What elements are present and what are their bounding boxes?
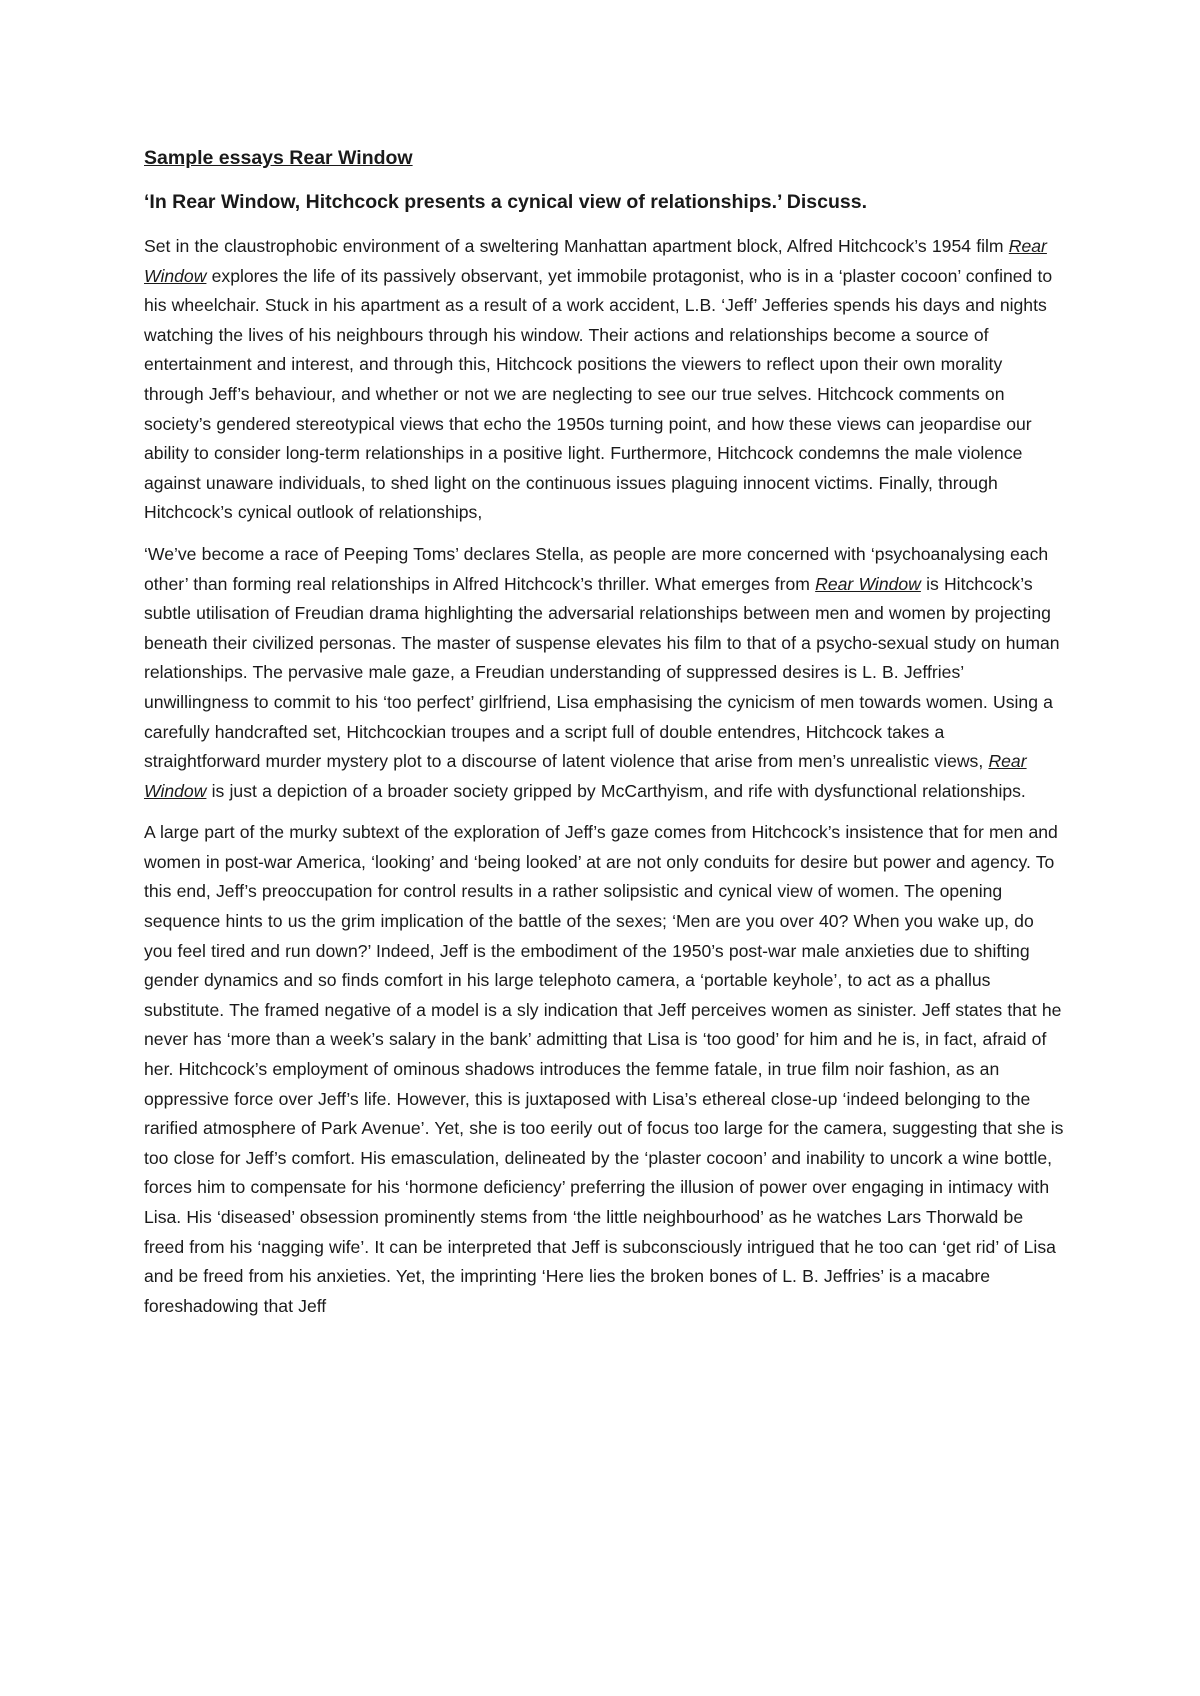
film-title-italic: Rear Window xyxy=(144,751,1027,801)
paragraph-second xyxy=(144,540,1064,806)
film-title-italic: Rear Window xyxy=(144,236,1047,286)
document-body xyxy=(144,144,1064,1333)
paragraph-text: ‘We’ve become a race of Peeping Toms’ declares Stella, as people are more concerned with ‘psychoanalysing each other’ than forming real relationships in Alfred Hitchcock’s thriller. What emerges from xyxy=(144,543,1049,594)
essay-prompt: ‘In Rear Window, Hitchcock presents a cynical view of relationships.’ Discuss. xyxy=(144,191,867,213)
paragraph-third xyxy=(144,818,1064,1321)
paragraph-text: explores the life of its passively observant, yet immobile protagonist, who is in a ‘plaster cocoon’ confined to his wheelchair. Stuck in his apartment as a result of a work accident, L.B. ‘Jeff’ Jefferies spends his days and nights watching the lives of his neighbours through his window. Their actions and relationships become a source of entertainment and interest, and through this, Hitchcock positions the viewers to reflect upon their own morality through Jeff’s behaviour, and whether or not we are neglecting to see our true selves. Hitchcock comments on society’s gendered stereotypical views that echo the 1950s turning point, and how these views can jeopardise our ability to consider long-term relationships in a positive light. Furthermore, Hitchcock condemns the male violence against unaware individuals, to shed light on the continuous issues plaguing innocent victims. Finally, through Hitchcock’s cynical outlook of relationships, xyxy=(144,265,1053,523)
paragraph-text: Set in the claustrophobic environment of a sweltering Manhattan apartment block, Alfred Hitchcock’s 1954 film xyxy=(144,236,1009,256)
film-title-italic: Rear Window xyxy=(815,573,921,594)
paragraph-text: is just a depiction of a broader society gripped by McCarthyism, and rife with dysfunctional relationships. xyxy=(206,780,1026,801)
paragraph-text: is Hitchcock’s subtle utilisation of Freudian drama highlighting the adversarial relationships between men and women by projecting beneath their civilized personas. The master of suspense elevates his film to that of a psycho-sexual study on human relationships. The pervasive male gaze, a Freudian understanding of suppressed desires is L. B. Jeffries’ unwillingness to commit to his ‘too perfect’ girlfriend, Lisa emphasising the cynicism of men towards women. Using a carefully handcrafted set, Hitchcockian troupes and a script full of double entendres, Hitchcock takes a straightforward murder mystery plot to a discourse of latent violence that arise from men’s unrealistic views, xyxy=(144,573,1060,772)
paragraph-intro xyxy=(144,232,1064,528)
paragraph-text: A large part of the murky subtext of the exploration of Jeff’s gaze comes from Hitchcock’s insistence that for men and women in post-war America, ‘looking’ and ‘being looked’ at are not only conduits for desire but power and agency. To this end, Jeff’s preoccupation for control results in a rather solipsistic and cynical view of women. The opening sequence hints to us the grim implication of the battle of the sexes; ‘Men are you over 40? When you wake up, do you feel tired and run down?’ Indeed, Jeff is the embodiment of the 1950’s post-war male anxieties due to shifting gender dynamics and so finds comfort in his large telephoto camera, a ‘portable keyhole’, to act as a phallus substitute. The framed negative of a model is a sly indication that Jeff perceives women as sinister. Jeff states that he never has ‘more than a week’s salary in the bank’ admitting that Lisa is ‘too good’ for him and he is, in fact, afraid of her. Hitchcock’s employment of ominous shadows introduces the femme fatale, in true film noir fashion, as an oppressive force over Jeff’s life. However, this is juxtaposed with Lisa’s ethereal close-up ‘indeed belonging to the rarified atmosphere of Park Avenue’. Yet, she is too eerily out of focus too large for the camera, suggesting that she is too close for Jeff’s comfort. His emasculation, delineated by the ‘plaster cocoon’ and inability to uncork a wine bottle, forces him to compensate for his ‘hormone deficiency’ preferring the illusion of power over engaging in intimacy with Lisa. His ‘diseased’ obsession prominently stems from ‘the little neighbourhood’ as he watches Lars Thorwald be freed from his ‘nagging wife’. It can be interpreted that Jeff is subconsciously intrigued that he too can ‘get rid’ of Lisa and be freed from his anxieties. Yet, the imprinting ‘Here lies the broken bones of L. B. Jeffries’ is a macabre foreshadowing that Jeff xyxy=(144,822,1064,1316)
document-title: Sample essays Rear Window xyxy=(144,147,413,169)
